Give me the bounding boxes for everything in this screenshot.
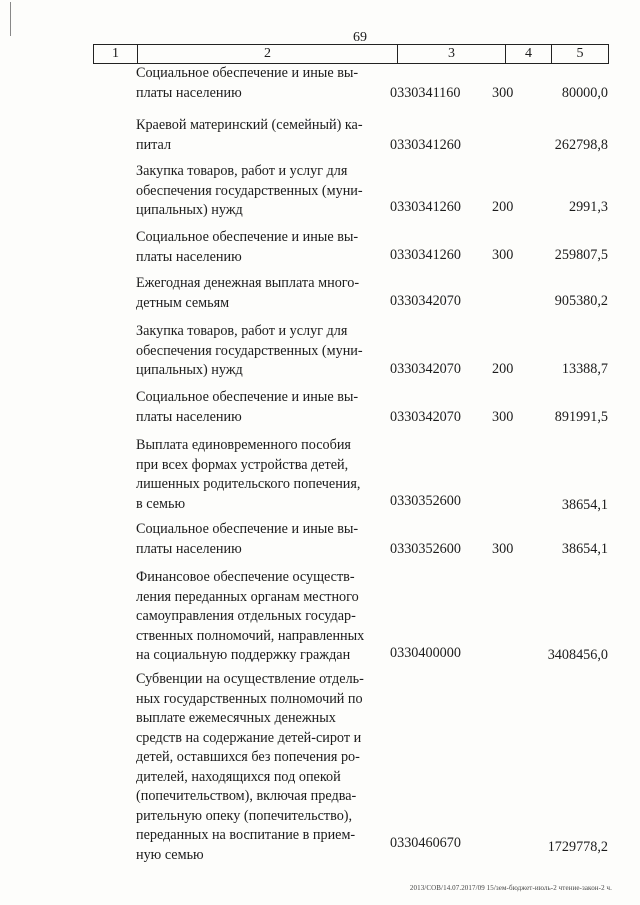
footer-reference: 2013/СОВ/14.07.2017/09 15/зем-бюджет-июль-2 чтение-закон-2 ч. [409,884,612,892]
row-code: 0330341260 [390,137,461,153]
row-code: 0330341260 [390,247,461,263]
row-expense-type: 200 [492,361,514,377]
row-description: Выплата единовременного пособия при всех формах устройства детей, лишенных родительского попечения, в семью [136,437,361,512]
row-amount: 2991,3 [568,199,608,215]
row-description: Социальное обеспечение и иные вы- платы населению [136,229,359,265]
row-expense-type: 300 [492,541,514,557]
row-amount: 262798,8 [554,137,608,153]
row-code: 0330460670 [390,835,461,851]
row-code: 0330400000 [390,645,461,661]
row-code: 0330352600 [390,541,461,557]
column-header-2: 2 [138,45,398,63]
row-description: Ежегодная денежная выплата много- детным семьям [136,275,360,311]
row-expense-type: 200 [492,199,514,215]
row-amount: 3408456,0 [547,647,608,663]
row-amount: 259807,5 [554,247,608,263]
row-code: 0330341260 [390,199,461,215]
margin-mark [10,2,11,36]
row-expense-type: 300 [492,409,514,425]
row-amount: 905380,2 [554,293,608,309]
row-expense-type: 300 [492,85,514,101]
row-description: Финансовое обеспечение осуществ- ления переданных органам местного самоуправления отдельных государ- ственных полномочий, направленных на социальную поддержку граждан [136,569,365,663]
row-amount: 1729778,2 [547,839,608,855]
row-amount: 38654,1 [561,541,608,557]
row-amount: 80000,0 [561,85,608,101]
row-code: 0330342070 [390,409,461,425]
column-header-1: 1 [94,45,138,63]
page-number: 69 [353,30,367,45]
row-amount: 38654,1 [561,497,608,513]
row-code: 0330342070 [390,293,461,309]
column-header-row [93,44,609,64]
row-code: 0330341160 [390,85,461,101]
column-header-3: 3 [398,45,506,63]
row-description: Закупка товаров, работ и услуг для обеспечения государственных (муни- ципальных) нужд [136,323,363,378]
row-description: Субвенции на осуществление отдель- ных государственных полномочий по выплате ежемесячных денежных средств на содержание детей-сирот и детей, оставшихся без попечения ро- дителей, находящихся под опекой (попечительством), включая предва- рительную опеку (попечительство), переданных на воспитание в прием- ную семью [136,671,364,863]
row-description: Закупка товаров, работ и услуг для обеспечения государственных (муни- ципальных) нужд [136,163,363,218]
column-header-5: 5 [576,46,584,61]
row-description: Социальное обеспечение и иные вы- платы населению [136,389,359,425]
row-code: 0330352600 [390,493,461,509]
row-code: 0330342070 [390,361,461,377]
row-amount: 891991,5 [554,409,608,425]
row-description: Социальное обеспечение и иные вы- платы населению [136,65,359,101]
row-amount: 13388,7 [561,361,608,377]
column-header-4: 4 [506,45,552,63]
row-description: Социальное обеспечение и иные вы- платы населению [136,521,359,557]
row-description: Краевой материнский (семейный) ка- питал [136,117,363,153]
row-expense-type: 300 [492,247,514,263]
